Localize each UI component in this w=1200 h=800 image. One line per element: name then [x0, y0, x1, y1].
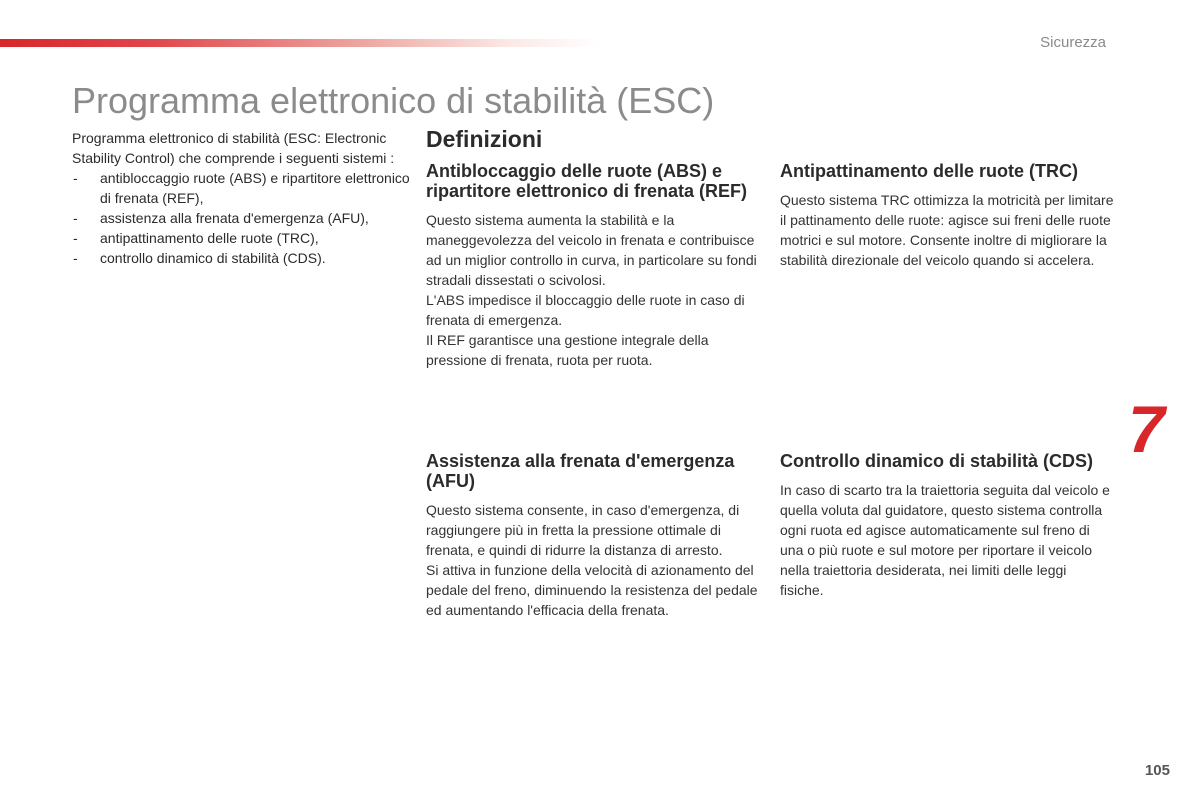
intro-text: Programma elettronico di stabilità (ESC: Electronic Stability Control) che comprende i seguenti sistemi :	[72, 130, 395, 166]
trc-body: Questo sistema TRC ottimizza la motricità per limitare il pattinamento delle ruote: agisce sui freni delle ruote motrici e sul motore. Consente inoltre di migliorare la stabilità direzionale del veicolo quando si accelera.	[780, 192, 1114, 268]
intro-section	[72, 128, 412, 268]
list-item: - antipattinamento delle ruote (TRC),	[72, 228, 412, 248]
afu-title: Assistenza alla frenata d'emergenza (AFU)	[426, 451, 735, 491]
header-accent-bar	[0, 39, 600, 47]
abs-title: Antibloccaggio delle ruote (ABS) e ripartitore elettronico di frenata (REF)	[426, 161, 748, 201]
systems-list	[72, 168, 412, 268]
definitions-heading: Definizioni	[426, 126, 543, 152]
list-item: - assistenza alla frenata d'emergenza (AFU),	[72, 208, 412, 228]
cds-body: In caso di scarto tra la traiettoria seguita dal veicolo e quella voluta dal guidatore, questo sistema controlla ogni ruota ed agisce automaticamente sul freno di una o più ruote e sul motore per riportare il veicolo nella traiettoria desiderata, nei limiti delle leggi fisiche.	[780, 482, 1110, 598]
trc-title: Antipattinamento delle ruote (TRC)	[780, 161, 1078, 181]
afu-definition	[426, 451, 761, 620]
list-item: - controllo dinamico di stabilità (CDS).	[72, 248, 412, 268]
section-label: Sicurezza	[1040, 34, 1106, 51]
abs-body: Questo sistema aumenta la stabilità e la maneggevolezza del veicolo in frenata e contribuisce ad un miglior controllo in curva, in particolare su fondi stradali dissestati o scivolosi. L'ABS impedisce il bloccaggio delle ruote in caso di frenata di emergenza. Il REF garantisce una gestione integrale della pressione di frenata, ruota per ruota.	[426, 212, 757, 368]
chapter-number: 7	[1128, 392, 1165, 466]
cds-title: Controllo dinamico di stabilità (CDS)	[780, 451, 1094, 471]
afu-body: Questo sistema consente, in caso d'emergenza, di raggiungere più in fretta la pressione ottimale di frenata, e quindi di ridurre la distanza di arresto. Si attiva in funzione della velocità di azionamento del pedale del freno, diminuendo la resistenza del pedale ed aumentando l'efficacia della frenata.	[426, 502, 758, 618]
list-item: - antibloccaggio ruote (ABS) e ripartitore elettronico di frenata (REF),	[72, 168, 412, 208]
cds-definition	[780, 451, 1110, 600]
page-number: 105	[1144, 762, 1170, 779]
abs-definition	[426, 161, 761, 370]
trc-definition	[780, 161, 1115, 270]
page-title: Programma elettronico di stabilità (ESC)	[72, 80, 715, 121]
